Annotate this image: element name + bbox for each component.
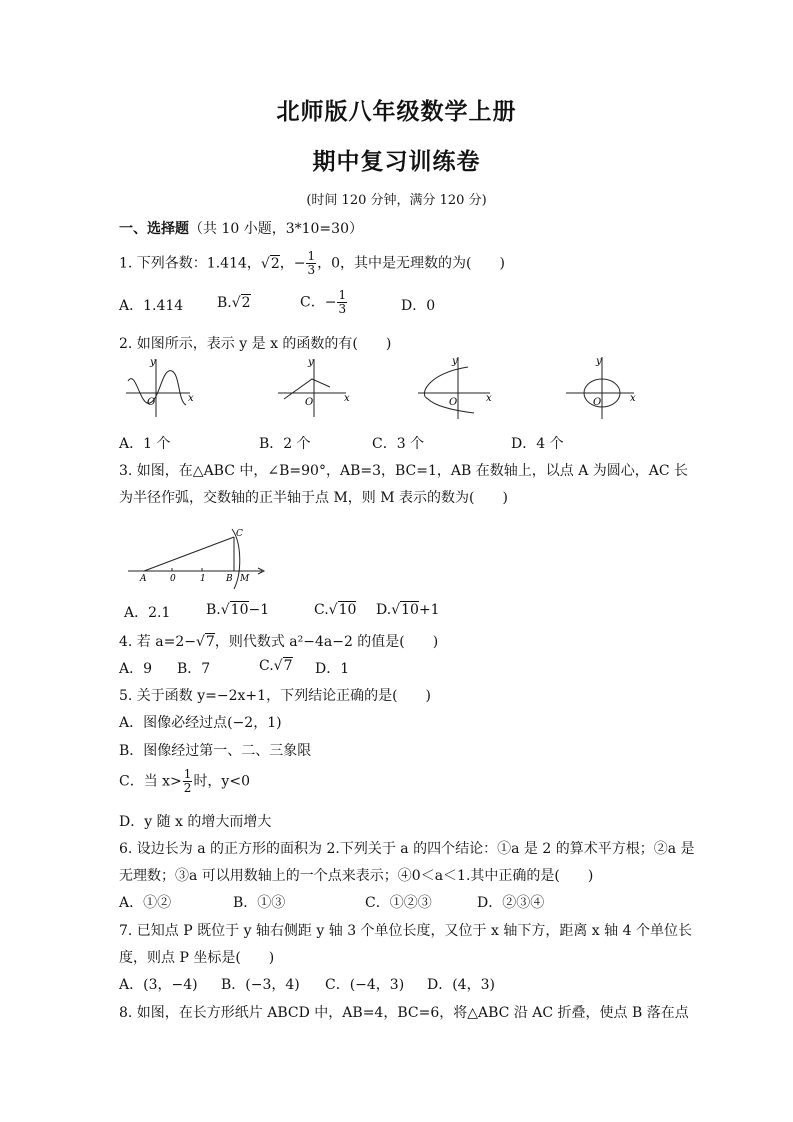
q3-label-c: C [236, 529, 243, 539]
q3-optd-prefix: D. [376, 602, 392, 618]
q1-optc-fraction [337, 289, 347, 316]
q2-option-b[interactable]: B．2 个 [259, 436, 311, 452]
page-subtitle: 期中复习训练卷 [312, 148, 481, 175]
q5-option-d[interactable]: D．y 随 x 的增大而增大 [119, 814, 272, 830]
q7-option-a[interactable]: A．(3，−4) [119, 977, 198, 993]
q1-option-a[interactable]: A．1.414 [119, 298, 184, 314]
section-note: （共 10 小题，3*10=30） [189, 221, 363, 237]
q2-function-graphs [118, 355, 678, 425]
q5-optc-suffix: 时，y<0 [193, 773, 250, 790]
question-7-stem-line1: 7. 已知点 P 既位于 y 轴右侧距 y 轴 3 个单位长度，又位于 x 轴下方，距离 x 轴 4 个单位长 [119, 923, 692, 939]
q2-option-d[interactable]: D．4 个 [511, 436, 564, 452]
q6-option-b[interactable]: B．①③ [233, 895, 286, 911]
question-6-stem-line2: 无理数；③a 可以用数轴上的一个点来表示；④0＜a＜1.其中正确的是( ) [119, 868, 594, 884]
q1-sqrt-arg: 2 [270, 255, 280, 272]
q1-prefix: 1. 下列各数：1.414， [119, 255, 261, 272]
q3-optc-arg: 10 [338, 602, 357, 618]
q3-label-m: M [240, 574, 250, 584]
q4-optc-prefix: C. [259, 658, 274, 674]
q3-label-1: 1 [200, 574, 206, 584]
graph-2-y-label: y [308, 357, 314, 368]
q1-suffix: ，0，其中是无理数的为( ) [317, 255, 505, 272]
graph-1-origin-label: O [147, 397, 156, 408]
q6-option-d[interactable]: D．②③④ [477, 895, 545, 911]
sqrt-symbol [196, 634, 205, 650]
q2-option-c[interactable]: C．3 个 [372, 436, 425, 452]
q5-option-b[interactable]: B．图像经过第一、二、三象限 [119, 743, 312, 759]
q5-optc-prefix: C．当 x> [119, 773, 182, 790]
graph-4-y-label: y [596, 356, 602, 367]
q4-option-d[interactable]: D．1 [315, 661, 350, 677]
sqrt-symbol [329, 602, 338, 618]
q3-optd-arg: 10 [401, 602, 419, 618]
question-2-stem: 2. 如图所示，表示 y 是 x 的函数的有( ) [119, 336, 392, 352]
q5-optc-num: 1 [183, 767, 192, 781]
question-4-options [119, 658, 679, 678]
q4-optc-arg: 7 [283, 658, 293, 674]
graph-3-origin-label: O [449, 397, 458, 408]
q1-optc-prefix: C．− [300, 294, 337, 311]
graph-2-x-label: x [344, 393, 350, 404]
q3-label-a: A [140, 574, 147, 584]
q3-option-c[interactable] [314, 602, 356, 618]
q1-sep: ，− [279, 255, 306, 272]
question-4-stem [119, 631, 438, 651]
q3-segment-ac [144, 537, 234, 571]
sqrt-symbol [221, 602, 230, 618]
graph-1-curve [128, 371, 186, 405]
q1-optb-arg: 2 [241, 295, 251, 311]
question-6-options [119, 892, 679, 912]
q4-prefix: 4. 若 a=2− [119, 634, 196, 650]
graph-3-x-label: x [486, 393, 492, 404]
q5-option-c[interactable] [119, 768, 250, 795]
question-3-stem-line1: 3. 如图，在△ABC 中，∠B=90°，AB=3，BC=1，AB 在数轴上，以点 A 为圆心，AC 长 [119, 463, 689, 479]
q7-option-d[interactable]: D．(4，3) [427, 977, 495, 993]
section-heading [119, 218, 363, 238]
q3-optb-suffix: −1 [248, 602, 270, 618]
sqrt-symbol [391, 602, 400, 618]
question-3-stem-line2: 为半径作弧，交数轴的正半轴于点 M，则 M 表示的数为( ) [119, 490, 508, 506]
q5-optc-fraction [183, 768, 193, 795]
graph-2-origin-label: O [305, 397, 314, 408]
q1-option-b[interactable] [217, 295, 251, 311]
q7-option-c[interactable]: C．(−4，3) [325, 977, 405, 993]
graph-4-origin-label: O [593, 397, 602, 408]
question-7-options [119, 974, 679, 994]
q1-frac-num: 1 [307, 249, 316, 263]
page-title: 北师版八年级数学上册 [276, 98, 517, 125]
question-6-stem-line1: 6. 设边长为 a 的正方形的面积为 2.下列关于 a 的四个结论：①a 是 2 的算术平方根；②a 是 [119, 841, 695, 857]
q3-optd-suffix: +1 [418, 602, 440, 618]
q4-option-c[interactable] [259, 658, 293, 674]
question-8-stem-line1: 8. 如图，在长方形纸片 ABCD 中，AB=4，BC=6，将△ABC 沿 AC 折叠，使点 B 落在点 [119, 1005, 689, 1021]
q3-optb-prefix: B. [206, 602, 221, 618]
q7-option-b[interactable]: B．(−3，4) [221, 977, 300, 993]
q1-option-d[interactable]: D．0 [401, 298, 436, 314]
q3-optb-arg: 10 [230, 602, 249, 618]
q1-optc-num: 1 [338, 288, 347, 302]
graph-1-x-label: x [188, 393, 194, 404]
graph-4-x-label: x [630, 393, 636, 404]
sqrt-symbol [232, 295, 241, 311]
q3-number-line-figure [124, 525, 274, 595]
graph-1 [126, 359, 190, 417]
q1-option-c[interactable] [300, 289, 348, 316]
q3-label-0: 0 [170, 574, 176, 584]
exam-info: (时间 120 分钟，满分 120 分) [306, 193, 487, 208]
section-title: 一、选择题 [119, 221, 189, 237]
q4-suffix: ，则代数式 a²−4a−2 的值是( ) [214, 634, 439, 650]
question-1-options [119, 288, 679, 321]
question-7-stem-line2: 度，则点 P 坐标是( ) [119, 950, 275, 966]
q3-label-b: B [226, 574, 233, 584]
q5-optc-den: 2 [183, 781, 192, 795]
q5-option-a[interactable]: A．图像必经过点(−2，1) [119, 715, 282, 731]
q2-option-a[interactable]: A．1 个 [119, 436, 171, 452]
sqrt-symbol [261, 256, 270, 272]
question-1-stem [119, 250, 505, 277]
q3-option-d[interactable] [376, 602, 440, 618]
q1-optb-prefix: B. [217, 295, 232, 311]
graph-1-y-label: y [150, 357, 156, 368]
question-5-stem: 5. 关于函数 y=−2x+1，下列结论正确的是( ) [119, 688, 431, 704]
graph-2-curve [284, 379, 330, 399]
q3-optc-prefix: C. [314, 602, 329, 618]
q1-fraction [306, 250, 316, 277]
question-3-options [124, 602, 684, 622]
graph-3-y-label: y [452, 356, 458, 367]
sqrt-symbol [274, 658, 283, 674]
q1-frac-den: 3 [307, 263, 316, 277]
q4-sqrt-arg: 7 [205, 634, 215, 650]
q6-option-c[interactable]: C．①②③ [365, 895, 432, 911]
question-2-options [119, 433, 679, 453]
q4-option-a[interactable]: A．9 [119, 661, 153, 677]
q3-option-b[interactable] [206, 602, 269, 618]
q6-option-a[interactable]: A．①② [119, 895, 172, 911]
q3-option-a[interactable]: A．2.1 [124, 605, 171, 621]
q4-option-b[interactable]: B．7 [177, 661, 211, 677]
q1-optc-den: 3 [338, 302, 347, 316]
